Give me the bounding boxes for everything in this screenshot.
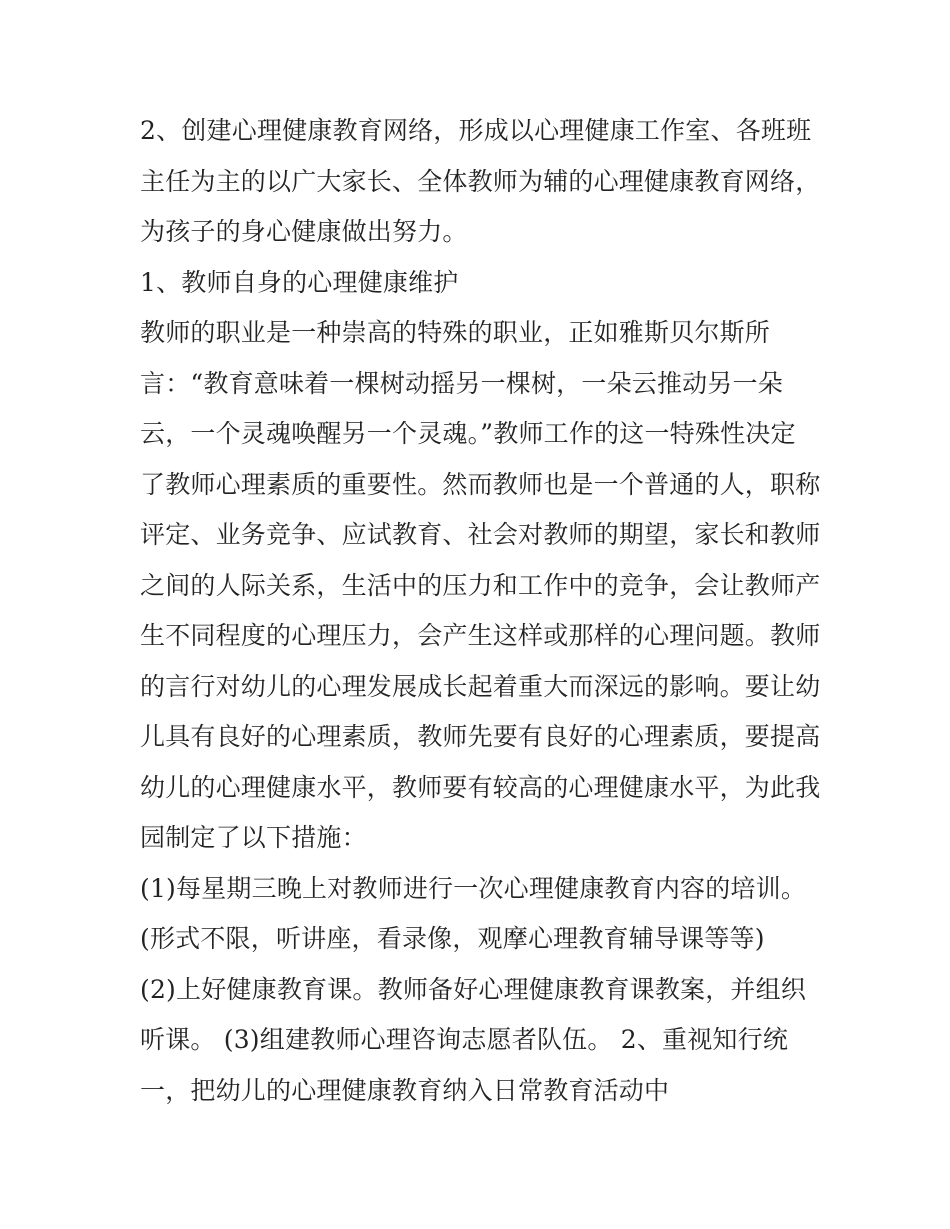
text-line: (形式不限，听讲座，看录像，观摩心理教育辅导课等等) bbox=[140, 924, 765, 953]
text-line: 之间的人际关系，生活中的压力和工作中的竞争，会让教师产 bbox=[140, 570, 821, 600]
text-line: 言：“教育意味着一棵树动摇另一棵树，一朵云推动另一朵 bbox=[140, 368, 783, 398]
document-body bbox=[140, 106, 830, 1116]
text-line: 儿具有良好的心理素质，教师先要有良好的心理素质，要提高 bbox=[140, 722, 821, 751]
text-line: 一，把幼儿的心理健康教育纳入日常教育活动中 bbox=[140, 1075, 670, 1105]
text-line: 主任为主的以广大家长、全体教师为辅的心理健康教育网络， bbox=[140, 166, 821, 196]
text-line: 的言行对幼儿的心理发展成长起着重大而深远的影响。要让幼 bbox=[140, 671, 821, 701]
text-line: 园制定了以下措施： bbox=[140, 823, 367, 852]
text-line: (1)每星期三晚上对教师进行一次心理健康教育内容的培训。 bbox=[140, 873, 807, 903]
text-line: 为孩子的身心健康做出努力。 bbox=[140, 217, 468, 246]
text-line: 听课。 (3)组建教师心理咨询志愿者队伍。 2、重视知行统 bbox=[140, 1025, 789, 1054]
text-line: 2、创建心理健康教育网络，形成以心理健康工作室、各班班 bbox=[140, 116, 812, 145]
section-heading: 1、教师自身的心理健康维护 bbox=[140, 267, 459, 297]
text-line: 云，一个灵魂唤醒另一个灵魂。”教师工作的这一特殊性决定 bbox=[140, 419, 796, 448]
text-line: 幼儿的心理健康水平，教师要有较高的心理健康水平，为此我 bbox=[140, 772, 821, 802]
text-line: 了教师心理素质的重要性。然而教师也是一个普通的人，职称 bbox=[140, 469, 821, 499]
text-line: 生不同程度的心理压力，会产生这样或那样的心理问题。教师 bbox=[140, 621, 821, 650]
text-line: (2)上好健康教育课。教师备好心理健康教育课教案，并组织 bbox=[140, 974, 807, 1004]
text-line: 评定、业务竞争、应试教育、社会对教师的期望，家长和教师 bbox=[140, 520, 821, 549]
text-line: 教师的职业是一种崇高的特殊的职业，正如雅斯贝尔斯所 bbox=[140, 318, 771, 347]
